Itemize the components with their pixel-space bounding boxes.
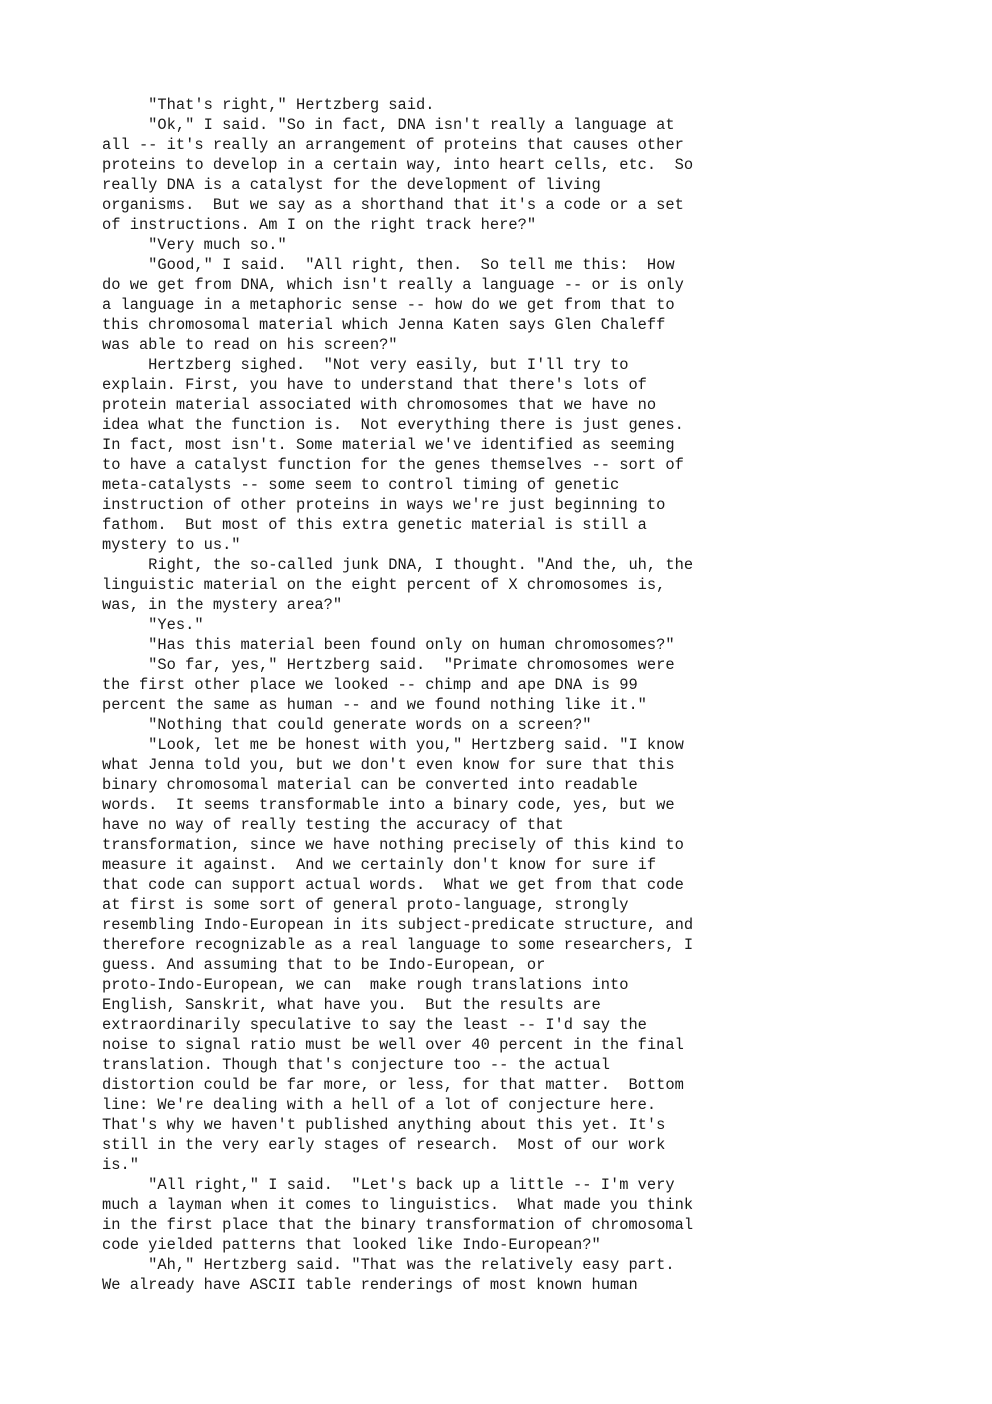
text-line: really DNA is a catalyst for the development of living <box>102 176 601 194</box>
text-line: transformation, since we have nothing precisely of this kind to <box>102 836 684 854</box>
text-line: is." <box>102 1156 139 1174</box>
text-line: That's why we haven't published anything about this yet. It's <box>102 1116 666 1134</box>
text-line: "Yes." <box>102 616 204 634</box>
text-line: still in the very early stages of research. Most of our work <box>102 1136 666 1154</box>
text-line: Hertzberg sighed. "Not very easily, but I'll try to <box>102 356 629 374</box>
text-line: "Look, let me be honest with you," Hertzberg said. "I know <box>102 736 684 754</box>
text-line: "Very much so." <box>102 236 287 254</box>
text-line: much a layman when it comes to linguistics. What made you think <box>102 1196 694 1214</box>
text-line: fathom. But most of this extra genetic material is still a <box>102 516 647 534</box>
text-line: code yielded patterns that looked like Indo-European?" <box>102 1236 601 1254</box>
text-line: extraordinarily speculative to say the least -- I'd say the <box>102 1016 647 1034</box>
text-line: instruction of other proteins in ways we're just beginning to <box>102 496 666 514</box>
text-line: was able to read on his screen?" <box>102 336 398 354</box>
text-line: words. It seems transformable into a binary code, yes, but we <box>102 796 675 814</box>
text-line: "Ah," Hertzberg said. "That was the relatively easy part. <box>102 1256 675 1274</box>
text-line: do we get from DNA, which isn't really a language -- or is only <box>102 276 684 294</box>
text-line: "So far, yes," Hertzberg said. "Primate chromosomes were <box>102 656 675 674</box>
text-line: what Jenna told you, but we don't even know for sure that this <box>102 756 675 774</box>
text-line: We already have ASCII table renderings of most known human <box>102 1276 638 1294</box>
text-line: at first is some sort of general proto-language, strongly <box>102 896 629 914</box>
text-line: noise to signal ratio must be well over 40 percent in the final <box>102 1036 684 1054</box>
text-line: English, Sanskrit, what have you. But the results are <box>102 996 601 1014</box>
text-line: "Nothing that could generate words on a screen?" <box>102 716 592 734</box>
text-line: "Ok," I said. "So in fact, DNA isn't really a language at <box>102 116 675 134</box>
text-line: to have a catalyst function for the genes themselves -- sort of <box>102 456 684 474</box>
text-line: guess. And assuming that to be Indo-European, or <box>102 956 546 974</box>
text-line: all -- it's really an arrangement of proteins that causes other <box>102 136 684 154</box>
text-line: have no way of really testing the accuracy of that <box>102 816 564 834</box>
text-line: explain. First, you have to understand that there's lots of <box>102 376 647 394</box>
text-line: therefore recognizable as a real language to some researchers, I <box>102 936 694 954</box>
text-line: "That's right," Hertzberg said. <box>102 96 435 114</box>
text-line: "Good," I said. "All right, then. So tell me this: How <box>102 256 675 274</box>
text-line: binary chromosomal material can be converted into readable <box>102 776 638 794</box>
text-line: a language in a metaphoric sense -- how do we get from that to <box>102 296 675 314</box>
text-line: "Has this material been found only on human chromosomes?" <box>102 636 675 654</box>
text-line: Right, the so-called junk DNA, I thought. "And the, uh, the <box>102 556 694 574</box>
text-line: this chromosomal material which Jenna Katen says Glen Chaleff <box>102 316 666 334</box>
text-line: protein material associated with chromosomes that we have no <box>102 396 657 414</box>
text-line: measure it against. And we certainly don't know for sure if <box>102 856 657 874</box>
text-line: line: We're dealing with a hell of a lot of conjecture here. <box>102 1096 657 1114</box>
text-line: resembling Indo-European in its subject-predicate structure, and <box>102 916 694 934</box>
text-line: in the first place that the binary transformation of chromosomal <box>102 1216 694 1234</box>
text-line: translation. Though that's conjecture too -- the actual <box>102 1056 610 1074</box>
text-line: idea what the function is. Not everything there is just genes. <box>102 416 684 434</box>
text-line: percent the same as human -- and we found nothing like it." <box>102 696 647 714</box>
text-line: the first other place we looked -- chimp and ape DNA is 99 <box>102 676 638 694</box>
text-line: meta-catalysts -- some seem to control timing of genetic <box>102 476 620 494</box>
text-line: that code can support actual words. What we get from that code <box>102 876 684 894</box>
text-line: organisms. But we say as a shorthand that it's a code or a set <box>102 196 684 214</box>
text-line: proteins to develop in a certain way, into heart cells, etc. So <box>102 156 694 174</box>
document-page <box>102 95 962 1295</box>
text-line: In fact, most isn't. Some material we've identified as seeming <box>102 436 675 454</box>
text-line: was, in the mystery area?" <box>102 596 343 614</box>
text-line: "All right," I said. "Let's back up a little -- I'm very <box>102 1176 675 1194</box>
text-line: distortion could be far more, or less, for that matter. Bottom <box>102 1076 684 1094</box>
text-line: proto-Indo-European, we can make rough translations into <box>102 976 629 994</box>
text-line: mystery to us." <box>102 536 241 554</box>
text-line: linguistic material on the eight percent of X chromosomes is, <box>102 576 666 594</box>
text-line: of instructions. Am I on the right track here?" <box>102 216 537 234</box>
